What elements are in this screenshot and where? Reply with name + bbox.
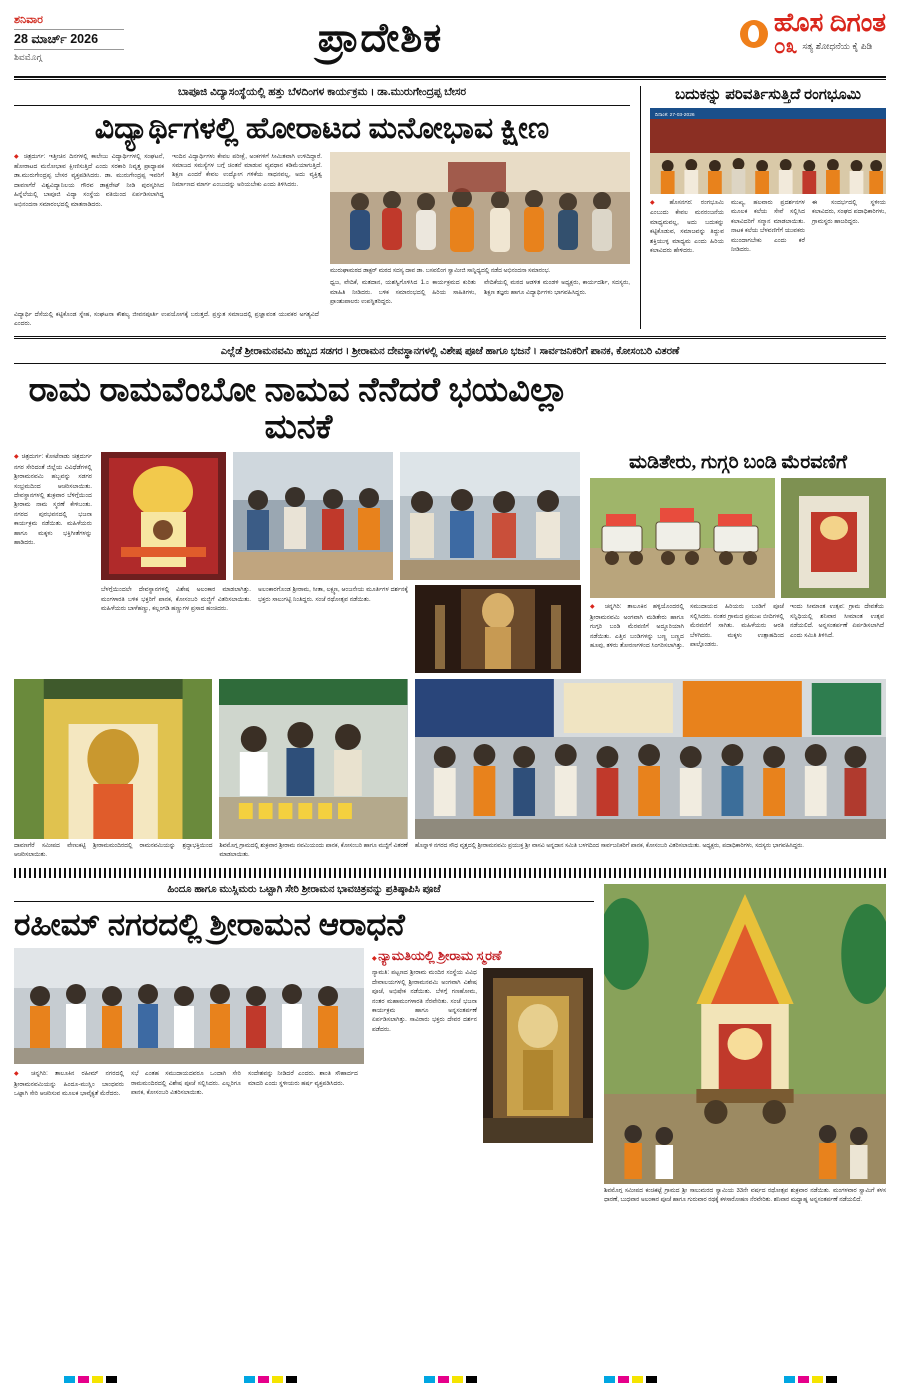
ramanavami-photo-strip [14, 679, 886, 860]
color-swatch-group [64, 1376, 117, 1383]
photo-artwork [233, 452, 393, 580]
ramanavami-top [14, 370, 886, 453]
story-headline: ರಾಮ ರಾಮವೆಂಬೋ ನಾಮವ ನೆನೆದರೆ ಭಯವಿಲ್ಲಾ ಮನಕೆ [28, 371, 569, 447]
paragraph: ಸಭೆ ಎಂತಹ ಸಮುದಾಯದವರೂ ಒಂದಾಗಿ ಸೇರಿ ರಾಮಮಂದಿರದಲ್ಲಿ ವಿಶೇಷ ಪೂಜೆ ಸಲ್ಲಿಸಿದರು. ಎಲ್ಲರಿಗೂ ಪಾನಕ, ಕೋಸಂಬರಿ ವಿತರಿಸಲಾಯಿತು. [131, 1070, 241, 1097]
color-swatch-group [604, 1376, 657, 1383]
photo [590, 478, 775, 598]
weekday: ಶನಿವಾರ [14, 14, 43, 26]
story-kicker: ಬಾಪೂಜಿ ವಿದ್ಯಾಸಂಸ್ಥೆಯಲ್ಲಿ ಹತ್ತು ಬೆಳದಿಂಗಳ ಕಾರ್ಯಕ್ರಮ । ಡಾ.ಮುರುಗೇಂದ್ರಪ್ಪ ಬೇಸರ [177, 86, 467, 98]
secondary-story-body [650, 198, 886, 255]
paragraph: ಸಮುದಾಯದ ಹಿರಿಯರು ಬಂಡಿಗೆ ಪೂಜೆ ಸಲ್ಲಿಸಿದರು. ನಂತರ ಗ್ರಾಮದ ಪ್ರಮುಖ ಬೀದಿಗಳಲ್ಲಿ ಮೆರವಣಿಗೆ ಸಾಗಿತು. ಮಹಿಳೆಯರು ಆರತಿ ಬೆಳಗಿದರು. ಮಕ್ಕಳು ಉತ್ಸಾಹದಿಂದ ಪಾಲ್ಗೊಂಡರು. [690, 603, 784, 649]
story-kicker: ಎಲ್ಲೆಡೆ ಶ್ರೀರಾಮನವಮಿ ಹಬ್ಬದ ಸಡಗರ । ಶ್ರೀರಾಮನ ದೇವಸ್ಥಾನಗಳಲ್ಲಿ ವಿಶೇಷ ಪೂಜೆ ಹಾಗೂ ಭಜನೆ । ಸಾರ್ವಜನಿಕರಿಗೆ ಪಾನಕ, ಕೋಸಂಬರಿ ವಿತರಣೆ [220, 345, 680, 357]
photo-artwork [14, 679, 212, 839]
divider [14, 336, 886, 339]
print-registration-bars [0, 1376, 900, 1383]
photo [14, 679, 212, 839]
photo-caption: ಹೊನ್ನಾಳಿ ನಗರದ ಸೌಧ ವೃತ್ತದಲ್ಲಿ ಶ್ರೀರಾಮನವಮಿ ಪ್ರಯುಕ್ತ ಶ್ರೀ ವಾಸವಿ ಅನ್ನದಾನ ಸಮಿತಿ ಬಳಗದಿಂದ ಸಾರ್ವಜನಿಕರಿಗೆ ಪಾನಕ, ಕೋಸಂಬರಿ ವಿತರಿಸಲಾಯಿತು. ಅಧ್ಯಕ್ಷರು, ಪದಾಧಿಕಾರಿಗಳು, ಸದಸ್ಯರು ಭಾಗವಹಿಸಿದ್ದರು. [414, 843, 804, 850]
date-block [14, 10, 124, 63]
secondary-story [640, 86, 886, 329]
photo-artwork [415, 679, 886, 839]
story-kicker: ಹಿಂದೂ ಹಾಗೂ ಮುಸ್ಲಿಮರು ಒಟ್ಟಾಗಿ ಸೇರಿ ಶ್ರೀರಾಮನ ಭಾವಚಿತ್ರವನ್ನು ಪ್ರತಿಷ್ಠಾಪಿಸಿ ಪೂಜೆ [167, 884, 441, 896]
paragraph: ಬೆಳಗ್ಗೆಯಿಂದಲೇ ದೇವಸ್ಥಾನಗಳಲ್ಲಿ ವಿಶೇಷ ಅಲಂಕಾರ ಮಾಡಲಾಗಿತ್ತು. ಮಂಗಳಾರತಿ ಬಳಿಕ ಭಕ್ತರಿಗೆ ಪಾನಕ, ಕೋಸಂಬರಿ ಮಜ್ಜಿಗೆ ವಿತರಿಸಲಾಯಿತು. ಮಹಿಳೆಯರು ಬಾಳೆಹಣ್ಣು, ಕಲ್ಲಂಗಡಿ ಹಣ್ಣುಗಳ ಪ್ರಸಾದ ಹಂಚಿದರು. [101, 586, 251, 613]
color-swatch-group [784, 1376, 837, 1383]
photo [415, 585, 581, 673]
photo [233, 452, 393, 580]
photo-artwork [781, 478, 886, 598]
paragraph: ◆ ಚಿತ್ರದುರ್ಗ: ಕೋಟೆನಾಡು ಚಿತ್ರದುರ್ಗ ನಗರ ಸೇರಿದಂತೆ ಜಿಲ್ಲೆಯ ವಿವಿಧೆಡೆಗಳಲ್ಲಿ ಶ್ರೀರಾಮನವಮಿ ಹಬ್ಬವನ್ನು ಸಡಗರ ಸಂಭ್ರಮದಿಂದ ಆಚರಿಸಲಾಯಿತು. ದೇವಸ್ಥಾನಗಳಲ್ಲಿ ಶುಕ್ರವಾರ ಬೆಳಿಗ್ಗೆಯಿಂದ ಶ್ರೀರಾಮ ನಾಮ ಸ್ಮರಣೆ ಕೇಳಿಬಂತು. ನಗರದ ಪುರಭವನದಲ್ಲಿ ಭಜನಾ ಕಾರ್ಯಕ್ರಮ ನಡೆಯಿತು. ಮಹಿಳೆಯರು ಹಾಗೂ ಮಕ್ಕಳು ಭಕ್ತಿಗೀತೆಗಳನ್ನು ಹಾಡಿದರು. [14, 452, 92, 547]
photo-caption: ಶಿವಮೊಗ್ಗ ಸಮೀಪದ ಕಂಚಿಕಟ್ಟೆ ಗ್ರಾಮದ ಶ್ರೀ ಸಾಲುಮರದ ಸ್ವಾಮಿಯ 33ನೇ ವರ್ಷದ ರಥೋತ್ಸವ ಶುಕ್ರವಾರ ನಡೆಯಿತು. ಮಂಗಳವಾರ ಸ್ವಾಮಿಗೆ ಕಳಸ ಧಾರಣೆ, ಬುಧವಾರ ಅಲಂಕಾರ ಪೂಜೆ ಹಾಗೂ ಗುರುವಾರ ರಥಕ್ಕೆ ಕಳಸಾರೋಹಣ ನೆರವೇರಿತು. ಶನಿವಾರ ಮಧ್ಯಾಹ್ನ ಅನ್ನಸಂತರ್ಪಣೆ ನಡೆಯಲಿದೆ. [604, 1188, 886, 1203]
photo [219, 679, 407, 839]
paragraph: ◆ ಹೊಸನಗರ: ರಂಗಭೂಮಿ ಎಂಬುದು ಕೇವಲ ಮನರಂಜನೆಯ ಮಾಧ್ಯಮವಲ್ಲ, ಅದು ಬದುಕನ್ನು ಕಟ್ಟಿಕೊಡುವ, ಸಮಾಜವನ್ನು ತಿದ್ದುವ ಶಕ್ತಿಯುಳ್ಳ ಮಾಧ್ಯಮ ಎಂದು ಹಿರಿಯ ಕಲಾವಿದರು ಹೇಳಿದರು. [650, 198, 724, 255]
date: 28 ಮಾರ್ಚ್ 2026 [14, 29, 124, 50]
paragraph: ಅಲಂಕಾರಗೊಂಡ ಶ್ರೀರಾಮ, ಸೀತಾ, ಲಕ್ಷ್ಮಣ, ಆಂಜನೇಯ ಮೂರ್ತಿಗಳ ದರ್ಶನಕ್ಕೆ ಭಕ್ತರು ಸಾಲುಗಟ್ಟಿ ನಿಂತಿದ್ದರು. ಸಂಜೆ ರಥೋತ್ಸವ ನಡೆಯಿತು. [258, 586, 408, 603]
section-rahim-nagar [14, 884, 886, 1205]
paragraph: ಇಂದಿನ ವಿದ್ಯಾರ್ಥಿಗಳು ಕೇವಲ ಪರೀಕ್ಷೆ, ಅಂಕಗಳಿಗೆ ಸೀಮಿತವಾಗಿ ಉಳಿದಿದ್ದಾರೆ. ಸಮಾಜದ ಸಮಸ್ಯೆಗಳ ಬಗ್ಗೆ ಚಿಂತನೆ ಮಾಡುವ ವ್ಯವಧಾನ ಕಡಿಮೆಯಾಗುತ್ತಿದೆ. ಶಿಕ್ಷಣ ಎಂದರೆ ಕೇವಲ ಉದ್ಯೋಗ ಗಳಿಕೆಯ ಸಾಧನವಲ್ಲ, ಅದು ವ್ಯಕ್ತಿತ್ವ ನಿರ್ಮಾಣದ ಮಾರ್ಗ ಎಂಬುದನ್ನು ಅರಿಯಬೇಕು ಎಂದು ತಿಳಿಸಿದರು. [172, 152, 322, 188]
lead-story-body [14, 152, 630, 307]
paragraph: ◆ ಚನ್ನಗಿರಿ: ತಾಲೂಕಿನ ರಹೀಮ್ ನಗರದಲ್ಲಿ ಶ್ರೀರಾಮನವಮಿಯನ್ನು ಹಿಂದೂ-ಮುಸ್ಲಿಂ ಬಾಂಧವರು ಒಟ್ಟಾಗಿ ಸೇರಿ ಆಚರಿಸುವ ಮೂಲಕ ಭಾವೈಕ್ಯತೆ ಮೆರೆದರು. [14, 1069, 124, 1098]
color-swatch-group [424, 1376, 477, 1383]
photo-caption: ಶಿವಮೊಗ್ಗ ಗ್ರಾಮದಲ್ಲಿ ಶುಕ್ರವಾರ ಶ್ರೀರಾಮ ನವಮಿಯಂದು ಪಾನಕ, ಕೋಸಂಬರಿ ಹಾಗೂ ಮಜ್ಜಿಗೆ ವಿತರಣೆ ಮಾಡಲಾಯಿತು. [219, 843, 408, 859]
edition: ಶಿವಮೊಗ್ಗ [14, 52, 42, 62]
lead-story [14, 86, 630, 329]
divider [14, 79, 886, 80]
photo [781, 478, 886, 598]
paragraph: ಈ ಸಂದರ್ಭದಲ್ಲಿ ಸ್ಥಳೀಯ ಕಲಾವಿದರು, ಸಂಘದ ಪದಾಧಿಕಾರಿಗಳು, ಗ್ರಾಮಸ್ಥರು ಹಾಜರಿದ್ದರು. [812, 199, 886, 225]
story-headline: ವಿದ್ಯಾರ್ಥಿಗಳಲ್ಲಿ ಹೋರಾಟದ ಮನೋಭಾವ ಕ್ಷೀಣ [94, 112, 550, 145]
photo [604, 884, 886, 1184]
section-ramanavami [14, 346, 886, 861]
photo-artwork [101, 452, 226, 580]
photo-caption: ದಾವಣಗೆರೆ ಸಮೀಪದ ವೇಣುಕಟ್ಟಿ ಶ್ರೀರಾಮಮಂದಿರದಲ್ಲಿ ರಾಮನವಮಿಯನ್ನು ಶ್ರದ್ಧಾಭಕ್ತಿಯಿಂದ ಆಚರಿಸಲಾಯಿತು. [14, 843, 213, 859]
paragraph: ಧ್ವಜ, ವೇದಿಕೆ, ಮತದಾನ, ಯಶಸ್ವಿಗೊಳಿಸಿದ 1.೦ ಕಾರ್ಯಕ್ರಮದ ಕುರಿತು ಮಾಹಿತಿ ನೀಡಿದರು. ಬಳಿಕ ಸಮಾರಂಭದಲ್ಲಿ ಹಿರಿಯ ಸಾಹಿತಿಗಳು, ಪ್ರಾಂಶುಪಾಲರು ಉಪಸ್ಥಿತರಿದ್ದರು. [330, 279, 476, 306]
photo [483, 968, 593, 1143]
section-lead-story [14, 86, 886, 329]
photo-artwork [219, 679, 407, 839]
masthead [14, 10, 886, 72]
paragraph: ಸಂದೇಶವನ್ನು ನೀಡಿದರೆ ಎಂದರು. ಶಾಂತಿ ಸೌಹಾರ್ದದ ಮಾದರಿ ಎಂದು ಸ್ಥಳೀಯರು ಹರ್ಷ ವ್ಯಕ್ತಪಡಿಸಿದರು. [248, 1070, 358, 1087]
paragraph: ◆ ಚಿತ್ರದುರ್ಗ: ಇತ್ತೀಚಿನ ದಿನಗಳಲ್ಲಿ ಕಾಲೇಜು ವಿದ್ಯಾರ್ಥಿಗಳಲ್ಲಿ ಸಂಘಟನೆ, ಹೋರಾಟದ ಮನೋಭಾವ ಕ್ಷೀಣಿಸುತ್ತಿದೆ ಎಂದು ಸರಕಾರಿ ನಿವೃತ್ತ ಪ್ರಾಧ್ಯಾಪಕ ಡಾ.ಮುರುಗೇಂದ್ರಪ್ಪ ಬೇಸರ ವ್ಯಕ್ತಪಡಿಸಿದರು. ಡಾ. ಮುರುಗೇಂದ್ರಪ್ಪ ಇವರಿಗೆ ದಾವಣಗೆರೆ ವಿಶ್ವವಿದ್ಯಾನಿಲಯ ಗೌರವ ಡಾಕ್ಟರೇಟ್ ನೀಡಿ ಪುರಸ್ಕರಿಸಿದ ಹಿನ್ನೆಲೆಯಲ್ಲಿ ಬಾಪೂಜಿ ವಿದ್ಯಾ ಸಂಸ್ಥೆಯ ವತಿಯಿಂದ ಏರ್ಪಡಿಸಲಾಗಿದ್ದ ಅಭಿನಂದನಾ ಸಮಾರಂಭದಲ್ಲಿ ಮಾತನಾಡಿದರು. [14, 152, 164, 209]
photo [415, 679, 886, 839]
sub-story-headline: ◆ ನ್ಯಾಮತಿಯಲ್ಲಿ ಶ್ರೀರಾಮ ಸ್ಮರಣೆ [372, 948, 594, 964]
photo [14, 948, 364, 1064]
paragraph: ◆ ಚನ್ನಗಿರಿ: ತಾಲೂಕಿನ ಹಳ್ಳಿಯೊಂದರಲ್ಲಿ ಶ್ರೀರಾಮನವಮಿ ಅಂಗವಾಗಿ ಮಡಿತೇರು ಹಾಗೂ ಗುಗ್ಗರಿ ಬಂಡಿ ಮೆರವಣಿಗೆ ಅದ್ಧೂರಿಯಾಗಿ ನಡೆಯಿತು. ಎತ್ತಿನ ಬಂಡಿಗಳನ್ನು ಬಣ್ಣ ಬಣ್ಣದ ಹೂವು, ತಳಿರು ತೋರಣಗಳಿಂದ ಸಿಂಗರಿಸಲಾಗಿತ್ತು. [590, 602, 684, 650]
svg-text:ದಿನಾಂಕ: 27-03-2026: ದಿನಾಂಕ: 27-03-2026 [654, 112, 695, 119]
madi-teru-story [590, 452, 886, 673]
flame-icon [740, 20, 768, 48]
decorative-separator [14, 868, 886, 878]
paragraph: ನ್ಯಾಮತಿ: ಪಟ್ಟಣದ ಶ್ರೀರಾಮ ಮಂದಿರ ಸಂಸ್ಥೆಯ ವಿವಿಧ ದೇವಾಲಯಗಳಲ್ಲಿ ಶ್ರೀರಾಮನವಮಿ ಅಂಗವಾಗಿ ವಿಶೇಷ ಪೂಜೆ, ಅಭಿಷೇಕ ನಡೆಯಿತು. ಬೆಳಗ್ಗೆ ಗಣಹೋಮ, ನಂತರ ಮಹಾಮಂಗಳಾರತಿ ನೆರವೇರಿತು. ಸಂಜೆ ಭಜನಾ ಕಾರ್ಯಕ್ರಮ ಹಾಗೂ ಅನ್ನಸಂತರ್ಪಣೆ ಏರ್ಪಡಿಸಲಾಗಿತ್ತು. ಸಾವಿರಾರು ಭಕ್ತರು ದೇವರ ದರ್ಶನ ಪಡೆದರು. [372, 969, 477, 1033]
photo-artwork [650, 108, 886, 194]
logo-name: ಹೊಸ ದಿಗಂತ [773, 8, 886, 37]
color-swatch-group [244, 1376, 297, 1383]
paragraph: ವೇದಿಕೆಯಲ್ಲಿ ಮಠದ ಆಡಳಿತ ಮಂಡಳಿ ಅಧ್ಯಕ್ಷರು, ಕಾರ್ಯದರ್ಶಿ, ಸದಸ್ಯರು, ಶಿಕ್ಷಣ ತಜ್ಞರು ಹಾಗೂ ವಿದ್ಯಾರ್ಥಿಗಳು ಭಾಗವಹಿಸಿದ್ದರು. [484, 279, 630, 296]
page-title: ಪ್ರಾದೇಶಿಕ [317, 15, 443, 60]
photo-artwork [330, 152, 630, 264]
photo [101, 452, 226, 580]
rathotsava-story [604, 884, 886, 1205]
photo-artwork [415, 585, 581, 673]
photo [330, 152, 630, 264]
paragraph: ಇಂದು ಸೀಮಾಂತ ಉತ್ಸವ: ಗ್ರಾಮ ದೇವತೆಯ ಸನ್ನಿಧಿಯಲ್ಲಿ ಶನಿವಾರ ಸೀಮಾಂತ ಉತ್ಸವ ನಡೆಯಲಿದೆ. ಅನ್ನಸಂತರ್ಪಣೆ ಏರ್ಪಡಿಸಲಾಗಿದೆ ಎಂದು ಸಮಿತಿ ತಿಳಿಸಿದೆ. [790, 603, 884, 639]
logo-tagline: ಸತ್ಯ ಶೋಧನೆಯ ಕೈ ಪಿಡಿ [802, 41, 873, 51]
lead-photo-block [330, 152, 630, 307]
paragraph: ಮುಖ್ಯ, ಹಲವಾರು ಪ್ರದರ್ಶನಗಳ ಮೂಲಕ ಕಲೆಯ ಸೇವೆ ಸಲ್ಲಿಸಿದ ಕಲಾವಿದರಿಗೆ ಸನ್ಮಾನ ಮಾಡಲಾಯಿತು. ನಾಟಕ ಕಲೆಯ ಬೆಳವಣಿಗೆಗೆ ಯುವಕರು ಮುಂದಾಗಬೇಕು ಎಂದು ಕರೆ ನೀಡಿದರು. [731, 199, 805, 254]
photo-artwork [483, 968, 593, 1143]
publication-logo [636, 10, 886, 57]
paragraph: ವಿದ್ಯಾರ್ಥಿ ದೆಸೆಯಲ್ಲಿ ಕಟ್ಟಿಕೊಂಡ ಸ್ನೇಹ, ಸಂಘಟನಾ ಕೌಶಲ್ಯ ಜೀವನಪೂರ್ತಿ ಉಪಯೋಗಕ್ಕೆ ಬರುತ್ತದೆ. ಪ್ರಸ್ತುತ ಸಮಾಜದಲ್ಲಿ ಪ್ರಜ್ಞಾವಂತ ಯುವಕರ ಅಗತ್ಯವಿದೆ ಎಂದರು. [14, 310, 319, 328]
photo-artwork [590, 478, 775, 598]
story-headline: ರಹೀಮ್ ನಗರದಲ್ಲಿ ಶ್ರೀರಾಮನ ಆರಾಧನೆ [14, 907, 405, 943]
photo-caption: ಮುರುಘಾಮಠದ ಡಾಕ್ಟರ್ ಮಠದ ಸದಸ್ಯ ದಾವ ಡಾ. ಬಸವಲಿಂಗ ಸ್ವಾಮೀಜಿ ಸಾನ್ನಿಧ್ಯದಲ್ಲಿ ನಡೆದ ಅಭಿನಂದನಾ ಸಮಾರಂಭ. [330, 267, 551, 274]
photo [650, 108, 886, 194]
page-number: ೦೩ [773, 35, 798, 58]
story-headline: ಮಡಿತೇರು, ಗುಗ್ಗರಿ ಬಂಡಿ ಮೆರವಣಿಗೆ [629, 452, 847, 474]
story-headline: ಬದುಕನ್ನು ಪರಿವರ್ತಿಸುತ್ತಿದೆ ರಂಗಭೂಮಿ [675, 87, 861, 103]
photo-artwork [400, 452, 580, 580]
divider [14, 76, 886, 78]
photo [400, 452, 580, 580]
photo-artwork [604, 884, 886, 1184]
photo-artwork [14, 948, 364, 1064]
